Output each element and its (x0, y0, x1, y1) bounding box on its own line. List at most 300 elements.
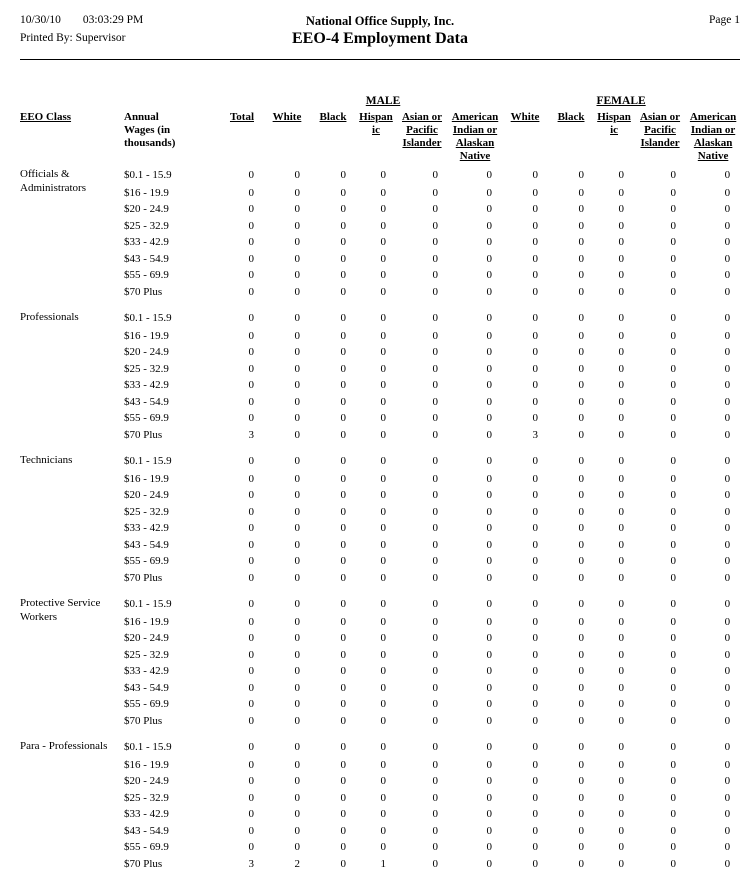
table-row (20, 663, 740, 680)
value-cell: 0 (532, 412, 539, 424)
value-cell: 0 (248, 312, 254, 324)
value-cell: 0 (618, 841, 625, 853)
value-cell: 0 (724, 455, 731, 467)
wage-band-cell: $20 - 24.9 (124, 203, 169, 215)
value-cell: 0 (294, 571, 300, 584)
value-cell: 0 (248, 714, 254, 727)
value-cell: 0 (432, 252, 438, 265)
wage-band-cell: $55 - 69.9 (124, 698, 169, 710)
table-row (20, 757, 740, 774)
wage-band-cell: $70 Plus (124, 714, 163, 727)
value-cell: 0 (432, 329, 438, 342)
value-cell: 0 (432, 775, 438, 787)
eeo-data-table (20, 94, 740, 872)
value-cell: 0 (724, 329, 731, 342)
value-cell: 0 (532, 203, 539, 215)
value-cell: 0 (486, 648, 493, 661)
value-cell: 0 (532, 555, 539, 567)
value-cell: 0 (340, 379, 346, 391)
value-cell: 0 (724, 346, 731, 358)
value-cell: 0 (724, 362, 731, 375)
value-cell: 0 (248, 472, 254, 485)
value-cell: 0 (618, 379, 625, 391)
value-cell: 0 (618, 489, 625, 501)
value-cell: 0 (618, 522, 625, 534)
table-row (20, 410, 740, 427)
value-cell: 0 (380, 219, 386, 232)
value-cell: 0 (618, 857, 625, 870)
header-separator (20, 59, 740, 60)
value-cell: 0 (486, 395, 493, 408)
value-cell: 0 (618, 346, 625, 358)
value-cell: 0 (432, 841, 438, 853)
value-cell: 0 (380, 379, 386, 391)
value-cell: 0 (294, 824, 300, 837)
wage-band-cell: $16 - 19.9 (124, 329, 169, 342)
value-cell: 0 (670, 312, 677, 324)
value-cell: 0 (294, 252, 300, 265)
value-cell: 0 (578, 346, 585, 358)
value-cell: 0 (340, 472, 346, 485)
value-cell: 0 (294, 538, 300, 551)
table-row (20, 680, 740, 697)
table-row (20, 185, 740, 202)
value-cell: 0 (578, 285, 585, 298)
table-row (20, 251, 740, 268)
value-cell: 0 (380, 489, 386, 501)
value-cell: 0 (724, 808, 731, 820)
value-cell: 0 (578, 714, 585, 727)
value-cell: 0 (340, 362, 346, 375)
value-cell: 0 (578, 455, 585, 467)
table-row (20, 487, 740, 504)
wage-band-cell: $70 Plus (124, 857, 163, 870)
wage-band-cell: $43 - 54.9 (124, 395, 169, 408)
value-cell: 0 (618, 428, 625, 441)
value-cell: 0 (724, 791, 731, 804)
female-group-header: FEMALE (596, 95, 646, 107)
value-cell: 0 (670, 186, 677, 199)
eeo-class-cell (20, 234, 124, 251)
wage-band-cell: $0.1 - 15.9 (124, 169, 172, 181)
table-row (20, 427, 740, 444)
value-cell: 0 (618, 395, 625, 408)
value-cell: 0 (380, 681, 386, 694)
value-cell: 0 (248, 598, 254, 610)
value-cell: 0 (618, 698, 625, 710)
value-cell: 0 (432, 186, 438, 199)
value-cell: 3 (248, 857, 254, 870)
value-cell: 0 (578, 186, 585, 199)
value-cell: 0 (294, 379, 300, 391)
value-cell: 0 (618, 571, 625, 584)
value-cell: 0 (618, 285, 625, 298)
value-cell: 0 (578, 681, 585, 694)
value-cell: 0 (294, 455, 300, 467)
value-cell: 0 (380, 555, 386, 567)
group-header-spacer (20, 94, 264, 109)
eeo-class-label: Protective Service Workers (20, 597, 101, 623)
value-cell: 0 (432, 681, 438, 694)
value-cell: 0 (618, 329, 625, 342)
value-cell: 0 (380, 169, 386, 181)
value-cell: 0 (340, 598, 346, 610)
value-cell: 0 (618, 362, 625, 375)
value-cell: 0 (670, 522, 677, 534)
value-cell: 0 (670, 824, 677, 837)
eeo-class-cell (20, 773, 124, 790)
value-cell: 3 (248, 428, 254, 441)
value-cell: 0 (432, 571, 438, 584)
value-cell: 0 (618, 455, 625, 467)
value-cell: 0 (432, 412, 438, 424)
wage-band-cell: $43 - 54.9 (124, 824, 169, 837)
table-row (20, 537, 740, 554)
col-header-female-american-indian: American Indian or Alaskan Native (689, 111, 737, 162)
value-cell: 0 (340, 203, 346, 215)
value-cell: 0 (380, 346, 386, 358)
value-cell: 0 (340, 571, 346, 584)
value-cell: 0 (294, 219, 300, 232)
value-cell: 0 (618, 169, 625, 181)
value-cell: 0 (340, 681, 346, 694)
value-cell: 0 (670, 472, 677, 485)
eeo-class-cell (20, 427, 124, 444)
value-cell: 0 (724, 269, 731, 281)
value-cell: 0 (670, 379, 677, 391)
value-cell: 0 (248, 775, 254, 787)
value-cell: 0 (532, 758, 539, 771)
value-cell: 0 (670, 775, 677, 787)
wage-band-cell: $33 - 42.9 (124, 808, 169, 820)
eeo-class-cell (20, 328, 124, 345)
value-cell: 0 (618, 808, 625, 820)
value-cell: 0 (724, 824, 731, 837)
value-cell: 0 (432, 346, 438, 358)
value-cell: 0 (532, 841, 539, 853)
value-cell: 0 (532, 598, 539, 610)
value-cell: 0 (618, 412, 625, 424)
eeo-class-cell (20, 487, 124, 504)
value-cell: 0 (578, 412, 585, 424)
value-cell: 0 (578, 598, 585, 610)
value-cell: 0 (380, 269, 386, 281)
value-cell: 0 (670, 269, 677, 281)
wage-band-cell: $0.1 - 15.9 (124, 312, 172, 324)
value-cell: 0 (578, 741, 585, 753)
wage-band-cell: $16 - 19.9 (124, 758, 169, 771)
report-header-line2 (20, 32, 740, 56)
eeo-class-cell (20, 663, 124, 680)
value-cell: 0 (532, 362, 539, 375)
value-cell: 0 (486, 269, 493, 281)
value-cell: 0 (432, 269, 438, 281)
eeo-class-cell (20, 520, 124, 537)
col-header-male-american-indian: American Indian or Alaskan Native (451, 111, 499, 162)
table-row (20, 361, 740, 378)
value-cell: 0 (724, 203, 731, 215)
value-cell: 0 (618, 824, 625, 837)
value-cell: 0 (670, 665, 677, 677)
value-cell: 0 (248, 269, 254, 281)
page-number: Page 1 (709, 14, 740, 26)
value-cell: 0 (532, 791, 539, 804)
value-cell: 0 (670, 505, 677, 518)
col-header-wages-label: Annual Wages (in thousands) (124, 111, 176, 149)
value-cell: 0 (248, 648, 254, 661)
value-cell: 0 (380, 714, 386, 727)
value-cell: 0 (248, 808, 254, 820)
value-cell: 0 (532, 269, 539, 281)
value-cell: 0 (578, 428, 585, 441)
value-cell: 0 (248, 571, 254, 584)
eeo-class-cell (20, 443, 124, 471)
value-cell: 0 (486, 758, 493, 771)
eeo-class-cell (20, 201, 124, 218)
value-cell: 0 (724, 775, 731, 787)
wage-band-cell: $0.1 - 15.9 (124, 598, 172, 610)
table-row (20, 267, 740, 284)
value-cell: 0 (340, 412, 346, 424)
value-cell: 0 (294, 741, 300, 753)
value-cell: 0 (340, 285, 346, 298)
value-cell: 1 (380, 857, 386, 870)
wage-band-cell: $16 - 19.9 (124, 186, 169, 199)
value-cell: 0 (248, 219, 254, 232)
value-cell: 0 (432, 741, 438, 753)
value-cell: 0 (486, 714, 493, 727)
value-cell: 0 (670, 632, 677, 644)
value-cell: 0 (578, 395, 585, 408)
value-cell: 0 (724, 312, 731, 324)
value-cell: 0 (578, 824, 585, 837)
table-row (20, 570, 740, 587)
value-cell: 0 (578, 169, 585, 181)
value-cell: 0 (670, 412, 677, 424)
wage-band-cell: $70 Plus (124, 428, 163, 441)
value-cell: 0 (340, 714, 346, 727)
value-cell: 0 (486, 571, 493, 584)
value-cell: 0 (294, 329, 300, 342)
value-cell: 0 (618, 741, 625, 753)
value-cell: 0 (724, 615, 731, 628)
value-cell: 3 (532, 428, 539, 441)
wage-band-cell: $55 - 69.9 (124, 269, 169, 281)
value-cell: 0 (432, 472, 438, 485)
value-cell: 0 (486, 615, 493, 628)
value-cell: 0 (380, 455, 386, 467)
value-cell: 0 (618, 505, 625, 518)
value-cell: 0 (724, 412, 731, 424)
value-cell: 0 (432, 428, 438, 441)
value-cell: 0 (248, 362, 254, 375)
col-header-total: Total (229, 111, 255, 123)
value-cell: 0 (486, 824, 493, 837)
eeo-class-cell (20, 790, 124, 807)
value-cell: 0 (380, 362, 386, 375)
value-cell: 0 (724, 681, 731, 694)
value-cell: 0 (340, 857, 346, 870)
eeo-class-cell (20, 361, 124, 378)
value-cell: 0 (248, 169, 254, 181)
value-cell: 0 (486, 186, 493, 199)
value-cell: 0 (532, 346, 539, 358)
value-cell: 0 (380, 791, 386, 804)
value-cell: 0 (670, 698, 677, 710)
value-cell: 0 (532, 252, 539, 265)
value-cell: 0 (294, 472, 300, 485)
value-cell: 0 (432, 758, 438, 771)
eeo-class-cell (20, 537, 124, 554)
value-cell: 0 (532, 489, 539, 501)
value-cell: 0 (486, 472, 493, 485)
value-cell: 0 (670, 598, 677, 610)
value-cell: 0 (670, 741, 677, 753)
table-row (20, 696, 740, 713)
value-cell: 2 (294, 857, 300, 870)
value-cell: 0 (532, 236, 539, 248)
value-cell: 0 (248, 412, 254, 424)
table-row (20, 201, 740, 218)
value-cell: 0 (248, 824, 254, 837)
value-cell: 0 (578, 219, 585, 232)
value-cell: 0 (670, 555, 677, 567)
value-cell: 0 (248, 203, 254, 215)
value-cell: 0 (618, 791, 625, 804)
eeo-class-cell (20, 410, 124, 427)
col-header-female-black: Black (557, 111, 585, 123)
value-cell: 0 (532, 455, 539, 467)
value-cell: 0 (532, 571, 539, 584)
value-cell: 0 (670, 791, 677, 804)
value-cell: 0 (724, 505, 731, 518)
table-row (20, 586, 740, 614)
col-header-female-white: White (510, 111, 540, 123)
value-cell: 0 (618, 758, 625, 771)
value-cell: 0 (532, 648, 539, 661)
value-cell: 0 (340, 329, 346, 342)
value-cell: 0 (486, 346, 493, 358)
value-cell: 0 (294, 714, 300, 727)
value-cell: 0 (618, 269, 625, 281)
value-cell: 0 (248, 252, 254, 265)
value-cell: 0 (724, 758, 731, 771)
value-cell: 0 (432, 857, 438, 870)
value-cell: 0 (380, 632, 386, 644)
value-cell: 0 (670, 808, 677, 820)
value-cell: 0 (248, 346, 254, 358)
value-cell: 0 (380, 412, 386, 424)
eeo-class-label: Technicians (20, 454, 73, 466)
value-cell: 0 (670, 169, 677, 181)
value-cell: 0 (670, 681, 677, 694)
wage-band-cell: $33 - 42.9 (124, 236, 169, 248)
value-cell: 0 (578, 571, 585, 584)
value-cell: 0 (294, 648, 300, 661)
value-cell: 0 (486, 285, 493, 298)
value-cell: 0 (248, 615, 254, 628)
value-cell: 0 (380, 285, 386, 298)
value-cell: 0 (340, 632, 346, 644)
male-group-header: MALE (365, 95, 401, 107)
value-cell: 0 (486, 775, 493, 787)
value-cell: 0 (248, 395, 254, 408)
value-cell: 0 (294, 808, 300, 820)
value-cell: 0 (248, 236, 254, 248)
value-cell: 0 (724, 841, 731, 853)
value-cell: 0 (294, 681, 300, 694)
value-cell: 0 (432, 505, 438, 518)
value-cell: 0 (486, 698, 493, 710)
value-cell: 0 (532, 775, 539, 787)
value-cell: 0 (618, 186, 625, 199)
value-cell: 0 (380, 505, 386, 518)
value-cell: 0 (724, 252, 731, 265)
value-cell: 0 (724, 665, 731, 677)
value-cell: 0 (248, 186, 254, 199)
wage-band-cell: $43 - 54.9 (124, 252, 169, 265)
eeo-class-cell (20, 729, 124, 757)
table-row (20, 823, 740, 840)
value-cell: 0 (432, 698, 438, 710)
value-cell: 0 (578, 665, 585, 677)
eeo-class-cell (20, 167, 124, 194)
wage-band-cell: $20 - 24.9 (124, 346, 169, 358)
table-row (20, 806, 740, 823)
value-cell: 0 (618, 472, 625, 485)
value-cell: 0 (532, 186, 539, 199)
value-cell: 0 (670, 395, 677, 408)
value-cell: 0 (340, 489, 346, 501)
value-cell: 0 (670, 236, 677, 248)
value-cell: 0 (340, 615, 346, 628)
value-cell: 0 (432, 312, 438, 324)
eeo-class-cell (20, 267, 124, 284)
eeo-class-label: Para - Professionals (20, 740, 108, 752)
value-cell: 0 (294, 395, 300, 408)
eeo-class-cell (20, 586, 124, 623)
value-cell: 0 (670, 455, 677, 467)
value-cell: 0 (618, 203, 625, 215)
value-cell: 0 (380, 522, 386, 534)
value-cell: 0 (724, 219, 731, 232)
value-cell: 0 (578, 522, 585, 534)
value-cell: 0 (618, 714, 625, 727)
value-cell: 0 (724, 857, 731, 870)
value-cell: 0 (248, 505, 254, 518)
print-date: 10/30/10 (20, 14, 61, 26)
value-cell: 0 (248, 555, 254, 567)
printed-by: Printed By: Supervisor (20, 32, 126, 44)
eeo-class-cell (20, 284, 124, 301)
eeo-class-cell (20, 377, 124, 394)
value-cell: 0 (340, 346, 346, 358)
value-cell: 0 (340, 824, 346, 837)
value-cell: 0 (380, 428, 386, 441)
table-row (20, 856, 740, 873)
value-cell: 0 (486, 505, 493, 518)
table-row (20, 520, 740, 537)
value-cell: 0 (294, 615, 300, 628)
value-cell: 0 (618, 632, 625, 644)
value-cell: 0 (340, 428, 346, 441)
wage-band-cell: $20 - 24.9 (124, 632, 169, 644)
value-cell: 0 (486, 681, 493, 694)
value-cell: 0 (248, 758, 254, 771)
value-cell: 0 (248, 791, 254, 804)
value-cell: 0 (248, 489, 254, 501)
value-cell: 0 (618, 615, 625, 628)
